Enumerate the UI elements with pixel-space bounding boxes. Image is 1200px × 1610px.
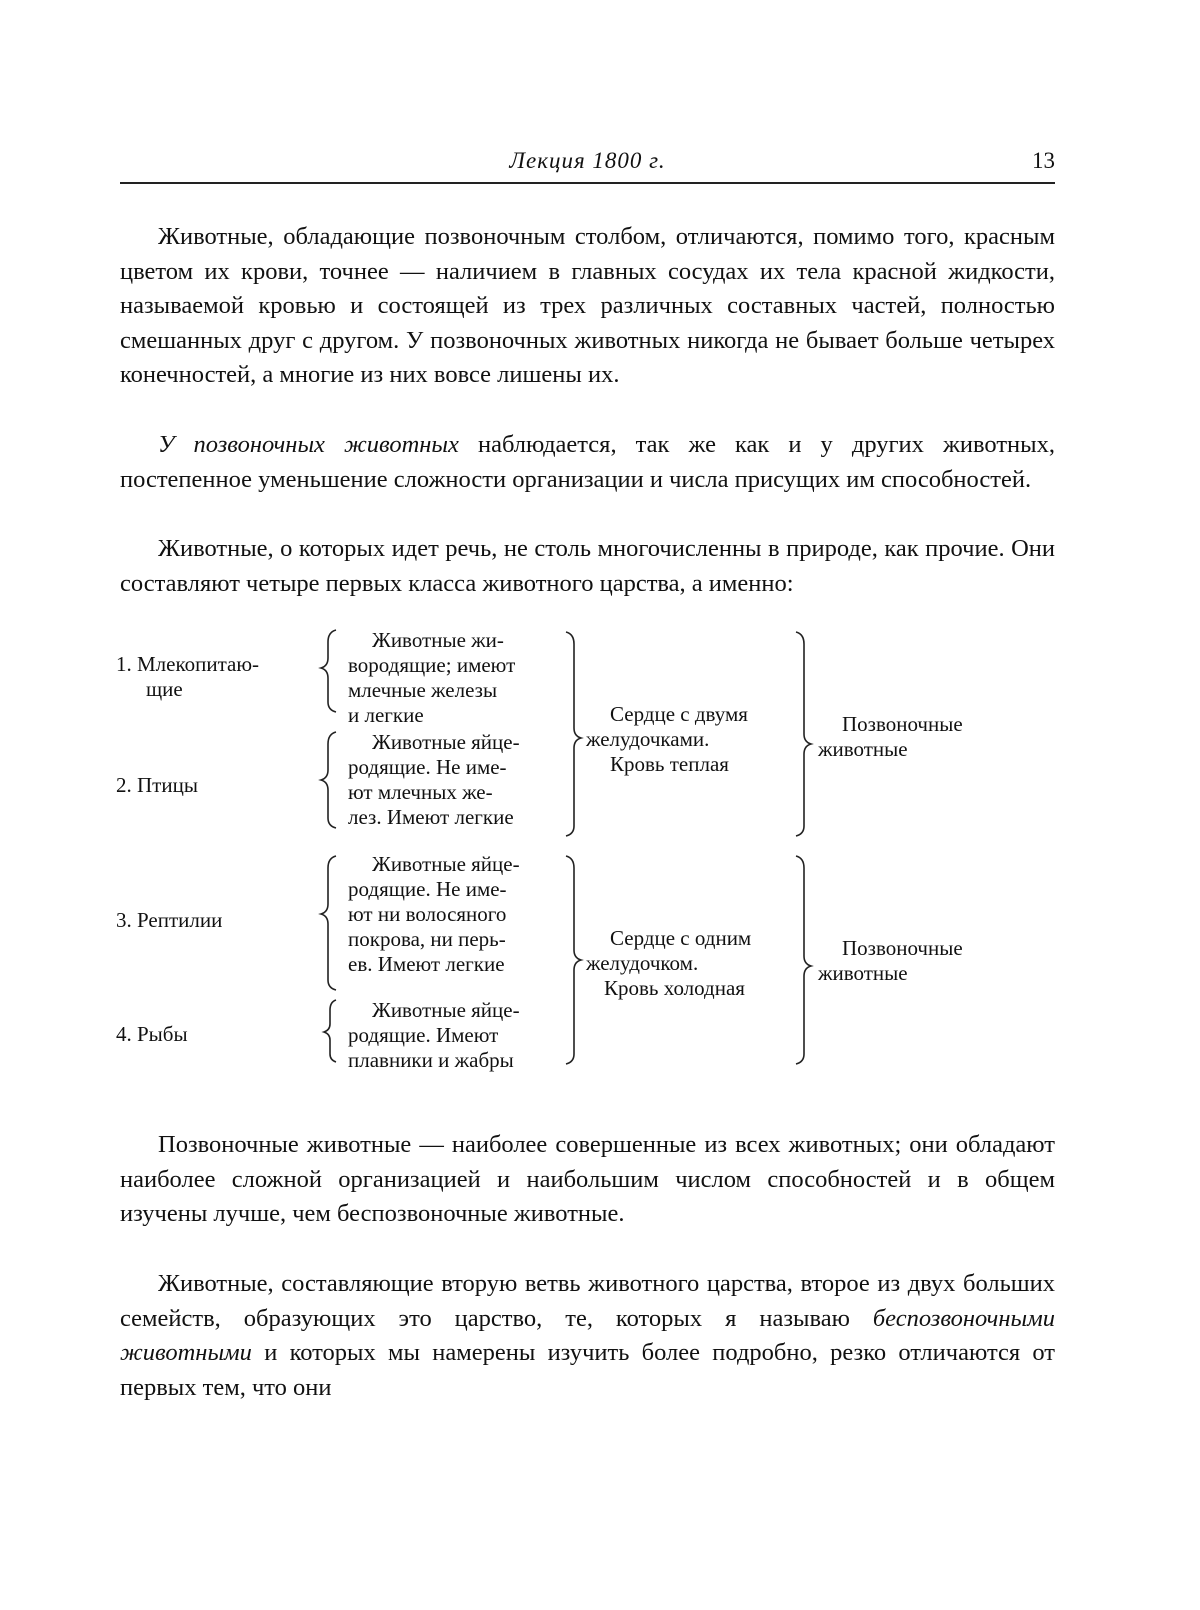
trait-line: ев. Имеют легкие — [348, 952, 505, 976]
group-vertebrates-1 — [818, 712, 963, 762]
traits-fish — [348, 998, 520, 1073]
traits-reptiles — [348, 852, 520, 977]
trait-line: покрова, ни перь- — [348, 927, 506, 951]
paragraph-4 — [120, 1128, 1055, 1232]
paragraph-4-text: Позвоночные животные — наиболее совершенные из всех животных; они обладают наиболее сложной организацией и наибольшим числом способностей и в общем изучены лучше, чем беспозвоночные животные. — [120, 1131, 1055, 1227]
paragraph-2-text: наблюдается, так же как и у других животных, постепенное уменьшение сложности организации и числа присущих им способностей. — [120, 431, 1056, 493]
trait-line: и легкие — [348, 703, 424, 727]
open-brace-birds — [321, 732, 336, 828]
class-line: щие — [146, 677, 183, 701]
heart-line: Кровь теплая — [610, 752, 729, 776]
close-brace-group-2 — [796, 856, 811, 1064]
trait-line: млечные железы — [348, 678, 498, 702]
trait-line: лез. Имеют легкие — [348, 805, 514, 829]
heart-line: желудочками. — [586, 727, 710, 751]
class-line: 4. Рыбы — [116, 1022, 188, 1046]
close-brace-group-1 — [796, 632, 811, 836]
paragraph-3 — [120, 532, 1055, 601]
trait-line: ют ни волосяного — [348, 902, 507, 926]
trait-line: Животные яйце- — [372, 852, 520, 876]
trait-line: родящие. Не име- — [348, 755, 507, 779]
class-fish — [116, 1022, 188, 1047]
paragraph-5-text-a: Животные, составляющие вторую ветвь животного царства, второе из двух больших семейств, образующих это царство, те, которых я называю — [120, 1270, 1055, 1332]
trait-line: плавники и жабры — [348, 1048, 514, 1072]
trait-line: вородящие; имеют — [348, 653, 516, 677]
class-line: 2. Птицы — [116, 773, 198, 797]
running-head — [120, 148, 1055, 182]
running-title: Лекция 1800 г. — [509, 148, 666, 173]
open-brace-mammals — [321, 630, 336, 712]
paragraph-5-emphasis: беспозвоночными животными — [120, 1304, 1055, 1366]
heart-warm-blood — [586, 702, 748, 777]
paragraph-3-text: Животные, о которых идет речь, не столь многочисленны в природе, как прочие. Они составляют четыре первых класса животного царства, а именно: — [120, 535, 1055, 597]
class-line: 1. Млекопитаю- — [116, 652, 260, 676]
heart-line: Сердце с одним — [610, 926, 752, 950]
group-line: животные — [818, 961, 908, 985]
paragraph-2 — [120, 428, 1055, 497]
paragraph-1 — [120, 220, 1055, 393]
group-vertebrates-2 — [818, 936, 963, 986]
page-number: 13 — [1032, 148, 1055, 173]
heart-line: Кровь холодная — [604, 976, 745, 1000]
class-mammals — [116, 652, 259, 702]
open-brace-reptiles — [321, 856, 336, 990]
paragraph-2-emphasis: У позвоночных животных — [158, 431, 459, 458]
close-brace-warm — [566, 632, 581, 836]
open-brace-fish — [324, 1000, 336, 1062]
trait-line: Животные яйце- — [372, 998, 520, 1022]
class-line: 3. Рептилии — [116, 908, 223, 932]
header-rule — [120, 182, 1055, 184]
trait-line: родящие. Не име- — [348, 877, 507, 901]
traits-mammals — [348, 628, 515, 728]
traits-birds — [348, 730, 520, 830]
heart-line: желудочком. — [586, 951, 699, 975]
paragraph-5 — [120, 1267, 1055, 1405]
paragraph-1-text: Животные, обладающие позвоночным столбом, отличаются, помимо того, красным цветом их крови, точнее — наличием в главных сосудах их тела красной жидкости, называемой кровью и состоящей из трех различных составных частей, полностью смешанных друг с другом. У позвоночных животных никогда не бывает больше четырех конечностей, а многие из них вовсе лишены их. — [120, 223, 1055, 388]
group-line: животные — [818, 737, 908, 761]
trait-line: ют млечных же- — [348, 780, 493, 804]
group-line: Позвоночные — [842, 712, 963, 736]
heart-cold-blood — [586, 926, 751, 1001]
trait-line: родящие. Имеют — [348, 1023, 499, 1047]
heart-line: Сердце с двумя — [610, 702, 748, 726]
trait-line: Животные жи- — [372, 628, 504, 652]
class-birds — [116, 773, 198, 798]
class-reptiles — [116, 908, 222, 933]
trait-line: Животные яйце- — [372, 730, 520, 754]
paragraph-5-text-b: и которых мы намерены изучить более подробно, резко отличаются от первых тем, что они — [120, 1339, 1055, 1401]
close-brace-cold — [566, 856, 581, 1064]
group-line: Позвоночные — [842, 936, 963, 960]
